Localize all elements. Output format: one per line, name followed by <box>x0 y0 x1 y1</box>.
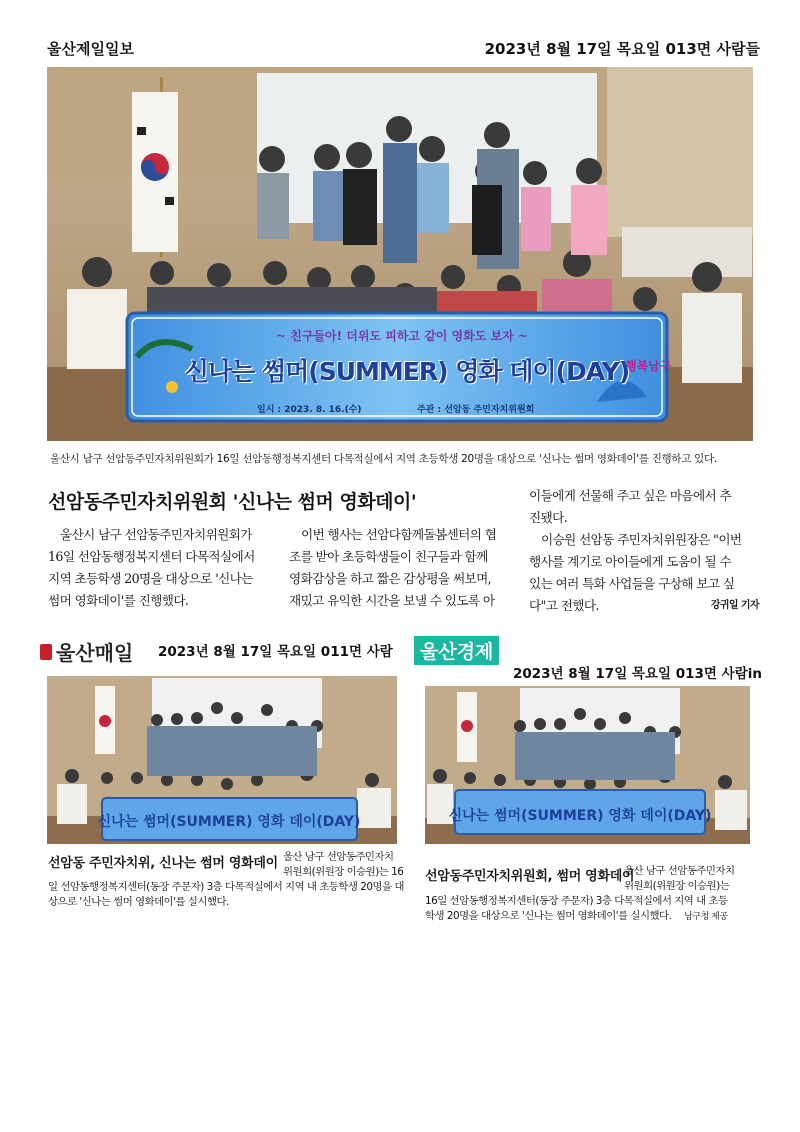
byline: 강귀일 기자 <box>710 600 759 611</box>
text-line: 울산 남구 선암동주민자치 <box>283 851 394 863</box>
maeil-group-photo <box>47 676 397 844</box>
ulsan-kyungje-logo: 울산경제 <box>414 636 499 665</box>
text-line: 상으로 '신나는 썸머 영화데이'를 실시했다. <box>48 896 229 908</box>
text-line: 행사를 계기로 아이들에게 도움이 될 수 <box>529 554 732 569</box>
article-headline: 선암동주민자치위원회 '신나는 썸머 영화데이' <box>48 491 417 513</box>
maeil-logo-icon <box>40 644 52 660</box>
article-column-1 <box>48 524 278 612</box>
maeil-headline: 선암동 주민자치위, 신나는 썸머 영화데이 <box>48 856 278 871</box>
kyungje-dateline: 2023년 8월 17일 목요일 013면 사람in <box>512 666 762 682</box>
kyungje-body-top <box>624 864 754 894</box>
article-column-3 <box>529 485 759 617</box>
text-line: 일 선암동행정복지센터(동장 주문자) 3층 다목적실에서 지역 내 초등학생 20명을 대 <box>48 881 404 893</box>
banner-title: 신나는 썸머(SUMMER) 영화 데이(DAY) <box>184 357 630 386</box>
banner-slogan: ~ 친구들아! 더위도 피하고 같이 영화도 보자 ~ <box>276 329 528 343</box>
text-line: 재밌고 유익한 시간을 보낼 수 있도록 아 <box>289 593 495 608</box>
kyungje-headline: 선암동주민자치위원회, 썸머 영화데이 <box>425 869 635 884</box>
text-line: 울산시 남구 선암동주민자치위원회가 <box>60 527 252 542</box>
maeil-body-top <box>283 850 403 880</box>
article-column-2 <box>289 524 519 612</box>
text-line: 16일 선암동행정복지센터(동장 주문자) 3층 다목적실에서 지역 내 초등 <box>425 895 728 907</box>
photo-credit: 남구청 제공 <box>684 912 728 922</box>
text-line-end: 다"고 전했다. <box>529 598 599 613</box>
newspaper-name: 울산제일일보 <box>47 40 134 58</box>
text-line: 이번 행사는 선암다함께돌봄센터의 협 <box>301 527 497 542</box>
maeil-dateline: 2023년 8월 17일 목요일 011면 사람 <box>158 644 393 660</box>
dateline: 2023년 8월 17일 목요일 013면 사람들 <box>484 40 760 58</box>
text-line <box>529 595 759 617</box>
main-group-photo <box>47 67 753 441</box>
kyungje-body-bottom <box>425 894 755 925</box>
text-line: 16일 선암동행정복지센터 다목적실에서 <box>48 549 255 564</box>
maeil-logo-text: 울산매일 <box>56 641 134 665</box>
maeil-body-bottom <box>48 880 408 910</box>
text-line: 있는 여러 특화 사업들을 구상해 보고 싶 <box>529 576 735 591</box>
text-line: 영화감상을 하고 짧은 감상평을 써보며, <box>289 571 492 586</box>
kyungje-group-photo <box>425 686 750 844</box>
text-line: 이승원 선암동 주민자치위원장은 "이번 <box>541 532 742 547</box>
text-line: 이들에게 선물해 주고 싶은 마음에서 추 <box>529 488 732 503</box>
text-line: 조를 받아 초등학생들이 친구들과 함께 <box>289 549 488 564</box>
banner-date: 일시 : 2023. 8. 16.(수) <box>257 405 362 415</box>
text-line <box>425 909 755 925</box>
text-line: 진됐다. <box>529 510 568 525</box>
text-line: 울산 남구 선암동주민자치 <box>624 865 735 877</box>
banner-host: 주관 : 선암동 주민자치위원회 <box>417 405 535 415</box>
banner-brand-logo: 행복남구 <box>625 359 672 373</box>
text-line: 위원회(위원장 이승원)는 <box>624 880 730 892</box>
text-line: 위원회(위원장 이승원)는 16 <box>283 866 404 878</box>
text-line: 지역 초등학생 20명을 대상으로 '신나는 <box>48 571 253 586</box>
main-photo-caption: 울산시 남구 선암동주민자치위원회가 16일 선암동행정복지센터 다목적실에서 지역 초등학생 20명을 대상으로 '신나는 썸머 영화데이'를 진행하고 있다. <box>50 453 717 465</box>
ulsan-maeil-logo <box>40 637 133 666</box>
svg-text:신나는 썸머(SUMMER) 영화 데이(DAY): 신나는 썸머(SUMMER) 영화 데이(DAY) <box>97 814 361 830</box>
text-line-end: 학생 20명을 대상으로 '신나는 썸머 영화데이'를 실시했다. <box>425 910 672 922</box>
text-line: 썸머 영화데이'를 진행했다. <box>48 593 189 608</box>
svg-text:신나는 썸머(SUMMER) 영화 데이(DAY): 신나는 썸머(SUMMER) 영화 데이(DAY) <box>448 808 712 824</box>
